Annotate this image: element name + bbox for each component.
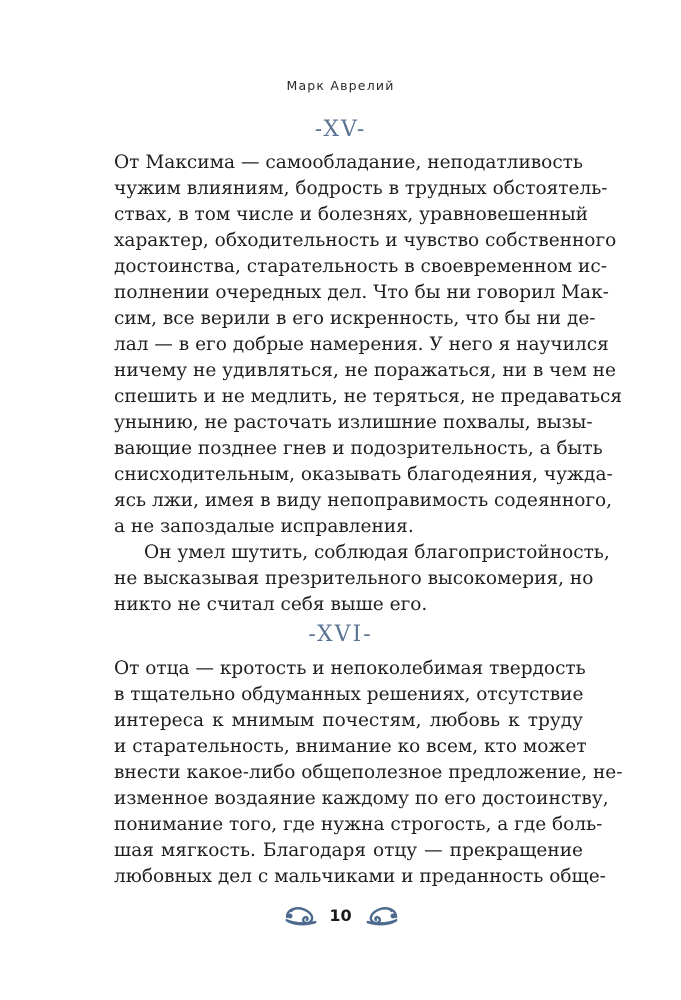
text-line: От отца — кротость и непоколебимая твердость — [114, 658, 586, 679]
page-number: 10 — [329, 906, 352, 925]
text-line: ничему не удивляться, не поражаться, ни в чем не — [114, 360, 616, 381]
text-line: вающие позднее гнев и подозрительность, а быть — [114, 438, 603, 459]
text-line: чужим влияниям, бодрость в трудных обстоятель- — [114, 178, 608, 199]
text-line: От Максима — самообладание, неподатливость — [114, 152, 583, 173]
running-title: Марк Аврелий — [286, 78, 395, 93]
chapter-heading-xvi: -XVI- — [308, 622, 373, 647]
text-line: спешить и не медлить, не теряться, не предаваться — [114, 386, 623, 407]
text-line: ствах, в том числе и болезнях, уравновешенный — [114, 204, 589, 225]
text-line: а не запоздалые исправления. — [114, 516, 414, 537]
text-line: сим, все верили в его искренность, что бы ни де- — [114, 308, 596, 329]
text-line: не высказывая презрительного высокомерия, но — [114, 568, 594, 589]
text-line: Он умел шутить, соблюдая благопристойность, — [144, 542, 610, 563]
text-line: шая мягкость. Благодаря отцу — прекращение — [114, 840, 583, 861]
text-line: понимание того, где нужна строгость, а где боль- — [114, 814, 603, 835]
scroll-ornament-icon — [364, 900, 400, 930]
text-line: интереса к мнимым почестям, любовь к труду — [114, 710, 583, 731]
text-line: ясь лжи, имея в виду непоправимость содеянного, — [114, 490, 613, 511]
text-line: никто не считал себя выше его. — [114, 594, 428, 615]
text-line: и старательность, внимание ко всем, кто может — [114, 736, 587, 757]
text-line: снисходительным, оказывать благодеяния, чужда- — [114, 464, 613, 485]
text-line: характер, обходительность и чувство собственного — [114, 230, 617, 251]
text-line: любовных дел с мальчиками и преданность обще- — [114, 866, 606, 887]
text-line: лал — в его добрые намерения. У него я научился — [114, 334, 609, 355]
text-line: унынию, не расточать излишние похвалы, вызы- — [114, 412, 593, 433]
text-line: достоинства, старательность в своевременном ис- — [114, 256, 607, 277]
text-line: в тщательно обдуманных решениях, отсутствие — [114, 684, 584, 705]
text-line: полнении очередных дел. Что бы ни говорил Мак- — [114, 282, 609, 303]
page-footer — [0, 900, 681, 934]
text-line: изменное воздаяние каждому по его достоинству, — [114, 788, 609, 809]
chapter-heading-xv: -XV- — [314, 117, 367, 142]
text-line: внести какое-либо общеполезное предложение, не- — [114, 762, 623, 783]
